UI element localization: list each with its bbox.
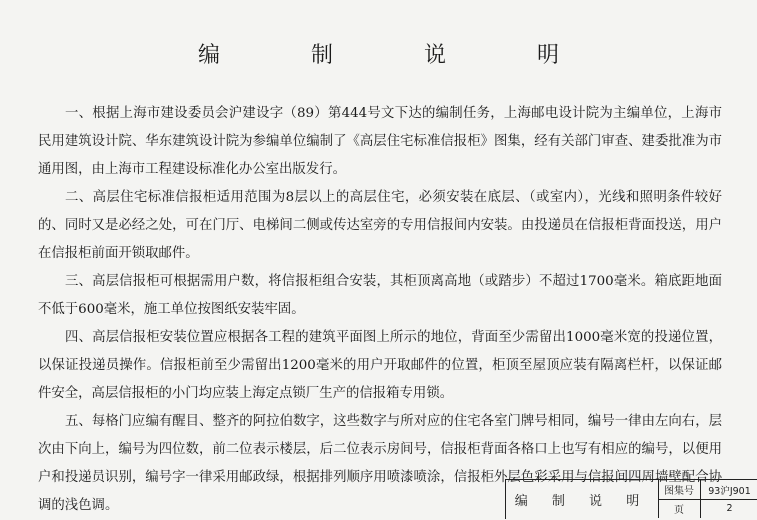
paragraph-4: 四、高层信报柜安装位置应根据各工程的建筑平面图上所示的地位，背面至少需留出1000毫米宽的投递位置，以保证投递员操作。信报柜前至少需留出1200毫米的用户开取邮件的位置，柜顶至屋顶应装有隔离栏杆，以保证邮件安全，高层信报柜的小门均应装上海定点锁厂生产的信报箱专用锁。	[38, 330, 722, 401]
page-title: 编 制 说 明	[198, 43, 601, 68]
paragraph-3: 三、高层信报柜可根据需用户数，将信报柜组合安装，其柜顶离高地（或踏步）不超过1700毫米。箱底距地面不低于600毫米，施工单位按图纸安装牢固。	[38, 274, 722, 317]
atlas-value: 93沪J901	[708, 485, 751, 497]
page-label: 页	[658, 499, 701, 518]
title-block-page-row	[658, 499, 757, 518]
title-block	[505, 479, 757, 519]
title-block-name: 编 制 说 明	[506, 480, 659, 518]
atlas-label: 图集号	[658, 480, 701, 499]
title-block-atlas-row	[658, 480, 757, 500]
paragraph-2: 二、高层住宅标准信报柜适用范围为8层以上的高层住宅，必须安装在底层、（或室内），光线和照明条件较好的、同时又是必经之处，可在门厅、电梯间二侧或传达室旁的专用信报间内安装。由投递员在信报柜背面投送，用户在信报柜前面开锁取邮件。	[38, 190, 722, 261]
paragraph-5: 五、每格门应编有醒目、整齐的阿拉伯数字，这些数字与所对应的住宅各室门牌号相同，编号一律由左向右，层次由下向上，编号为四位数，前二位表示楼层，后二位表示房间号，信报柜背面各格口上也写有相应的编号，以便用户和投递员识别，编号字一律采用邮政绿，根据排列顺序用喷漆喷涂，信报柜外层色彩采用与信报间四周墙壁配合协调的浅色调。	[38, 414, 722, 513]
document-body	[38, 100, 722, 520]
paragraph-1: 一、根据上海市建设委员会沪建设字（89）第444号文下达的编制任务，上海邮电设计院为主编单位，上海市民用建筑设计院、华东建筑设计院为参编单位编制了《高层住宅标准信报柜》图集，经有关部门审查、建委批准为市通用图，由上海市工程建设标准化办公室出版发行。	[38, 106, 722, 177]
page-value: 2	[726, 503, 733, 514]
